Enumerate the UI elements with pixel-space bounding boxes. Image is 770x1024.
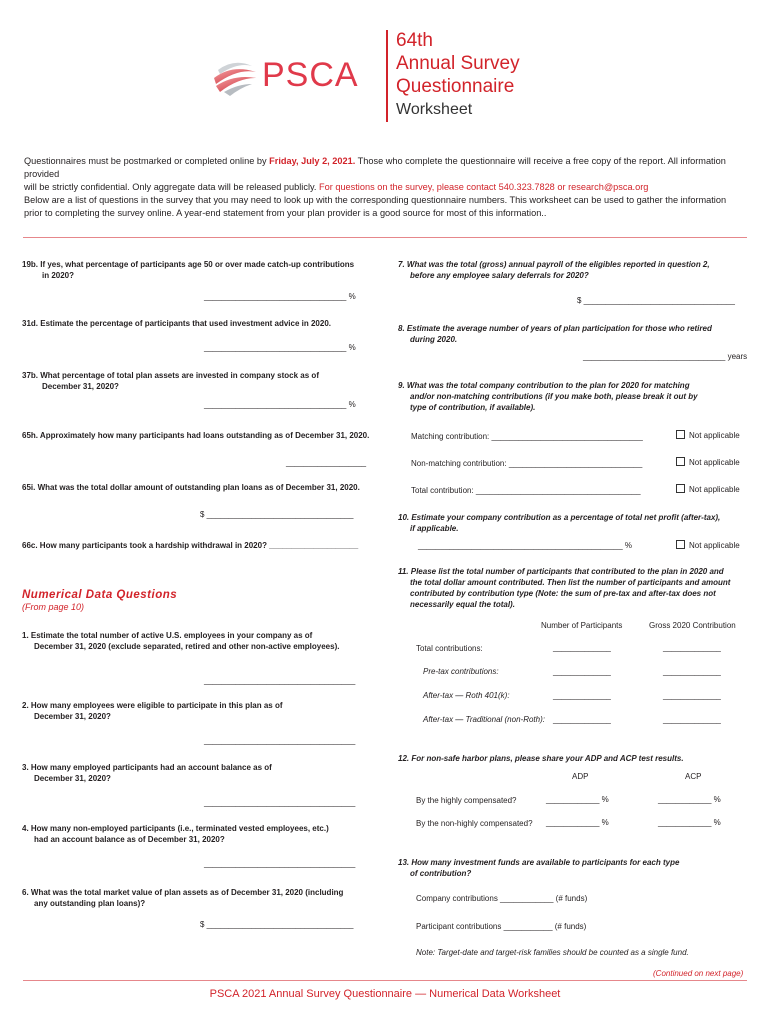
label-non-highly-compensated: By the non-highly compensated? [416, 819, 533, 828]
title-annual-survey: Annual Survey [396, 53, 520, 74]
question-6: 6. What was the total market value of plan assets as of December 31, 2020 (including any outstanding plan loans)? [22, 888, 344, 908]
question-8: 8. Estimate the average number of years of plan participation for those who retired during 2020. [398, 324, 712, 344]
question-37b: 37b. What percentage of total plan assets are invested in company stock as of December 31, 2020? [22, 371, 319, 391]
answer-7[interactable]: $ __________________________________ [577, 296, 735, 305]
nonmatching-not-applicable[interactable]: Not applicable [676, 457, 740, 468]
answer-2[interactable]: __________________________________ [204, 736, 356, 745]
answer-10[interactable]: ______________________________________________ % [418, 541, 632, 550]
checkbox-icon[interactable] [676, 484, 685, 493]
row-roth-participants[interactable]: _____________ [553, 691, 611, 700]
question-3: 3. How many employed participants had an account balance as of December 31, 2020? [22, 763, 272, 783]
nonmatching-contribution-field[interactable]: Non-matching contribution: ______________________________ [411, 459, 643, 468]
question-1: 1. Estimate the total number of active U.S. employees in your company as of December 31, 2020 (exclude separated, retired and other non-active employees). [22, 631, 340, 651]
answer-19b[interactable]: ________________________________ % [204, 292, 356, 301]
row-label-traditional: After-tax — Traditional (non-Roth): [423, 715, 545, 724]
total-not-applicable[interactable]: Not applicable [676, 484, 740, 495]
answer-1[interactable]: __________________________________ [204, 676, 356, 685]
question-9: 9. What was the total company contribution to the plan for 2020 for matching and/or non-matching contributions (if you make both, please break it out by type of contribution, if available). [398, 381, 698, 412]
question-19b: 19b. If yes, what percentage of participants age 50 or over made catch-up contributions in 2020? [22, 260, 355, 280]
logo-text: PSCA [262, 56, 359, 94]
column-acp: ACP [685, 772, 702, 781]
question-4: 4. How many non-employed participants (i.e., terminated vested employees, etc.) had an account balance as of December 31, 2020? [22, 824, 329, 844]
psca-logo [208, 52, 368, 98]
row-label-total: Total contributions: [416, 644, 483, 653]
column-adp: ADP [572, 772, 589, 781]
acp-non-highly-compensated[interactable]: ____________ % [658, 818, 721, 827]
row-pretax-participants[interactable]: _____________ [553, 667, 611, 676]
label-highly-compensated: By the highly compensated? [416, 796, 517, 805]
company-contributions-funds[interactable]: Company contributions ____________ (# funds) [416, 894, 588, 903]
answer-3[interactable]: __________________________________ [204, 798, 356, 807]
checkbox-icon[interactable] [676, 457, 685, 466]
target-date-note: Note: Target-date and target-risk families should be counted as a single fund. [416, 948, 689, 957]
numerical-section-title: Numerical Data Questions [22, 589, 178, 601]
question-65i: 65i. What was the total dollar amount of outstanding plan loans as of December 31, 2020. [22, 483, 360, 492]
question-65h: 65h. Approximately how many participants had loans outstanding as of December 31, 2020. [22, 431, 370, 440]
section-divider [23, 237, 747, 238]
row-total-gross[interactable]: _____________ [663, 643, 721, 652]
globe-logo-icon [208, 52, 260, 98]
matching-contribution-field[interactable]: Matching contribution: __________________________________ [411, 432, 643, 441]
title-questionnaire: Questionnaire [396, 76, 515, 97]
question-66c: 66c. How many participants took a hardship withdrawal in 2020? ____________________ [22, 541, 359, 550]
column-number-of-participants: Number of Participants [541, 621, 623, 630]
adp-non-highly-compensated[interactable]: ____________ % [546, 818, 609, 827]
answer-8[interactable]: ________________________________ years [583, 352, 748, 361]
question-31d: 31d. Estimate the percentage of participants that used investment advice in 2020. [22, 319, 331, 328]
intro-paragraph-1: Questionnaires must be postmarked or completed online by Friday, July 2, 2021. Those who complete the questionnaire will receive a free copy of the report. All information provided will be strictly confidential. Only aggregate data will be released publicly. For questions on the survey, please contact 540.323.7828 or research@psca.org [24, 156, 726, 192]
row-roth-gross[interactable]: _____________ [663, 691, 721, 700]
intro-paragraph-2: Below are a list of questions in the survey that you may need to look up with the corresponding questionnaire numbers. This worksheet can be used to gather the information prior to completing the survey online. A year-end statement from your plan provider is a good source for most of this information.. [24, 195, 727, 218]
header-divider [386, 30, 388, 122]
answer-4[interactable]: __________________________________ [204, 859, 356, 868]
continued-note: (Continued on next page) [653, 969, 744, 978]
q10-not-applicable[interactable]: Not applicable [676, 540, 740, 551]
title-number: 64th [396, 30, 433, 51]
column-gross-contribution: Gross 2020 Contribution [649, 621, 736, 630]
answer-6[interactable]: $ _________________________________ [200, 920, 354, 929]
row-traditional-gross[interactable]: _____________ [663, 715, 721, 724]
contact-link[interactable]: For questions on the survey, please contact 540.323.7828 or research@psca.org [319, 182, 649, 192]
question-2: 2. How many employees were eligible to participate in this plan as of December 31, 2020? [22, 701, 283, 721]
checkbox-icon[interactable] [676, 430, 685, 439]
answer-65h[interactable]: __________________ [286, 458, 367, 467]
question-13: 13. How many investment funds are available to participants for each type of contribution? [398, 858, 680, 878]
row-label-pretax: Pre-tax contributions: [423, 667, 499, 676]
adp-highly-compensated[interactable]: ____________ % [546, 795, 609, 804]
answer-65i[interactable]: $ _________________________________ [200, 510, 354, 519]
answer-37b[interactable]: ________________________________ % [204, 400, 356, 409]
question-10: 10. Estimate your company contribution as a percentage of total net profit (after-tax), if applicable. [398, 513, 721, 533]
matching-not-applicable[interactable]: Not applicable [676, 430, 740, 441]
question-12: 12. For non-safe harbor plans, please share your ADP and ACP test results. [398, 754, 684, 763]
question-11: 11. Please list the total number of participants that contributed to the plan in 2020 and the total dollar amount contributed. Then list the number of participants and amount contributed by contribution type (Note: the sum of pre-tax and after-tax does not necessarily equal the total). [398, 567, 731, 609]
footer-divider [23, 980, 747, 981]
row-label-roth: After-tax — Roth 401(k): [423, 691, 510, 700]
numerical-section-subtitle: (From page 10) [22, 602, 85, 612]
acp-highly-compensated[interactable]: ____________ % [658, 795, 721, 804]
answer-31d[interactable]: ________________________________ % [204, 343, 356, 352]
row-pretax-gross[interactable]: _____________ [663, 667, 721, 676]
row-traditional-participants[interactable]: _____________ [553, 715, 611, 724]
question-7: 7. What was the total (gross) annual payroll of the eligibles reported in question 2, before any employee salary deferrals for 2020? [398, 260, 710, 280]
checkbox-icon[interactable] [676, 540, 685, 549]
subtitle-worksheet: Worksheet [396, 101, 473, 118]
participant-contributions-funds[interactable]: Participant contributions ___________ (# funds) [416, 922, 587, 931]
row-total-participants[interactable]: _____________ [553, 643, 611, 652]
page-footer: PSCA 2021 Annual Survey Questionnaire — Numerical Data Worksheet [209, 988, 561, 1000]
total-contribution-field[interactable]: Total contribution: _____________________________________ [411, 486, 641, 495]
